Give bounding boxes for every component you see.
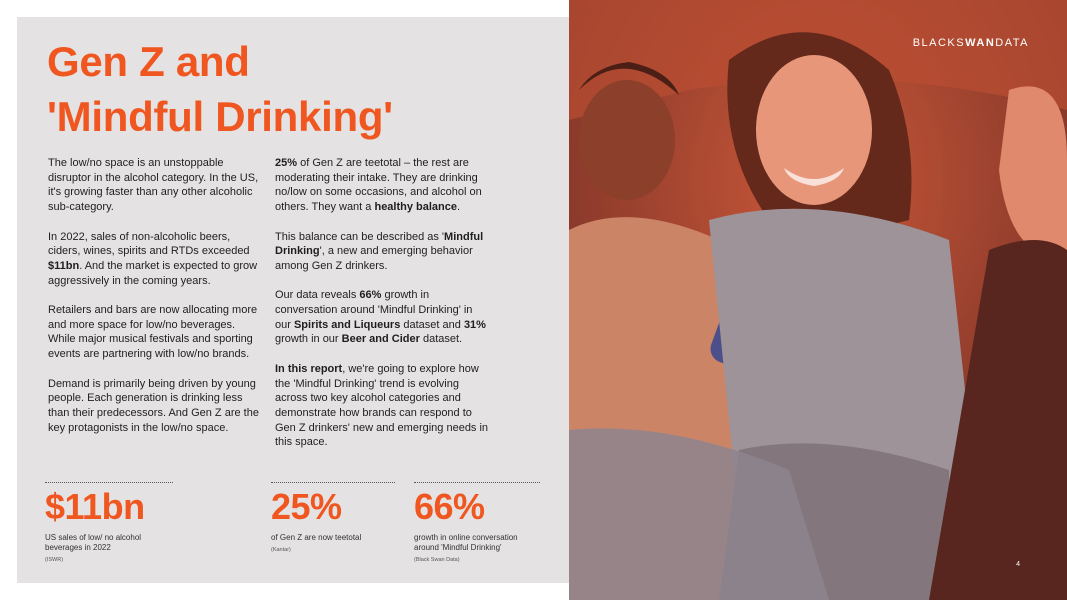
text-column-left: [48, 156, 263, 450]
paragraph: The low/no space is an unstoppable disruptor in the alcohol category. In the US, it's growing faster than any other alcoholic sub-category.: [48, 157, 259, 214]
stat-value: 66%: [414, 486, 485, 527]
paragraph: Retailers and bars are now allocating more and more space for low/no beverages. While major musical festivals and sporting events are partnering with low/no brands.: [48, 304, 258, 361]
photo-icon: [569, 0, 1067, 600]
divider: [414, 482, 540, 483]
paragraph: In this report, we're going to explore how the 'Mindful Drinking' trend is evolving across two key alcohol categories and demonstrate how brands can respond to Gen Z drinkers' new and emerging needs in this space.: [275, 362, 489, 449]
page-number: 4: [1016, 561, 1020, 568]
stat-description: of Gen Z are now teetotal: [271, 533, 362, 542]
stat-value: $11bn: [45, 486, 145, 527]
paragraph: This balance can be described as 'Mindful Drinking', a new and emerging behavior among Gen Z drinkers.: [275, 230, 484, 272]
brand-logo: BLACKSWANDATA: [912, 37, 1029, 49]
stat-source: (ISWR): [45, 557, 64, 563]
stat-block: [414, 482, 540, 564]
paragraph: Our data reveals 66% growth in conversation around 'Mindful Drinking' in our Spirits and Liqueurs dataset and 31% growth in our Beer and Cider dataset.: [275, 289, 486, 346]
page-title: [47, 34, 393, 144]
stat-description: growth in online conversation around 'Mindful Drinking': [414, 533, 518, 552]
divider: [45, 482, 173, 483]
stat-source: (Kantar): [271, 547, 291, 553]
paragraph: 25% of Gen Z are teetotal – the rest are moderating their intake. They are drinking no/low on some occasions, and alcohol on others. They want a healthy balance.: [275, 157, 482, 214]
title-line-2: 'Mindful Drinking': [47, 93, 393, 140]
stat-description: US sales of low/ no alcohol beverages in 2022: [45, 533, 142, 552]
stat-value: 25%: [271, 486, 342, 527]
text-column-right: [275, 156, 490, 465]
stat-block: [45, 482, 173, 564]
stat-block: [271, 482, 395, 554]
stat-source: (Black Swan Data): [414, 557, 460, 563]
paragraph: Demand is primarily being driven by young people. Each generation is drinking less than their predecessors. And Gen Z are the key protagonists in the low/no space.: [48, 377, 259, 434]
title-line-1: Gen Z and: [47, 38, 250, 85]
divider: [271, 482, 395, 483]
paragraph: In 2022, sales of non-alcoholic beers, ciders, wines, spirits and RTDs exceeded $11bn. And the market is expected to grow aggressively in the coming years.: [48, 230, 258, 287]
hero-photo: [569, 0, 1067, 600]
